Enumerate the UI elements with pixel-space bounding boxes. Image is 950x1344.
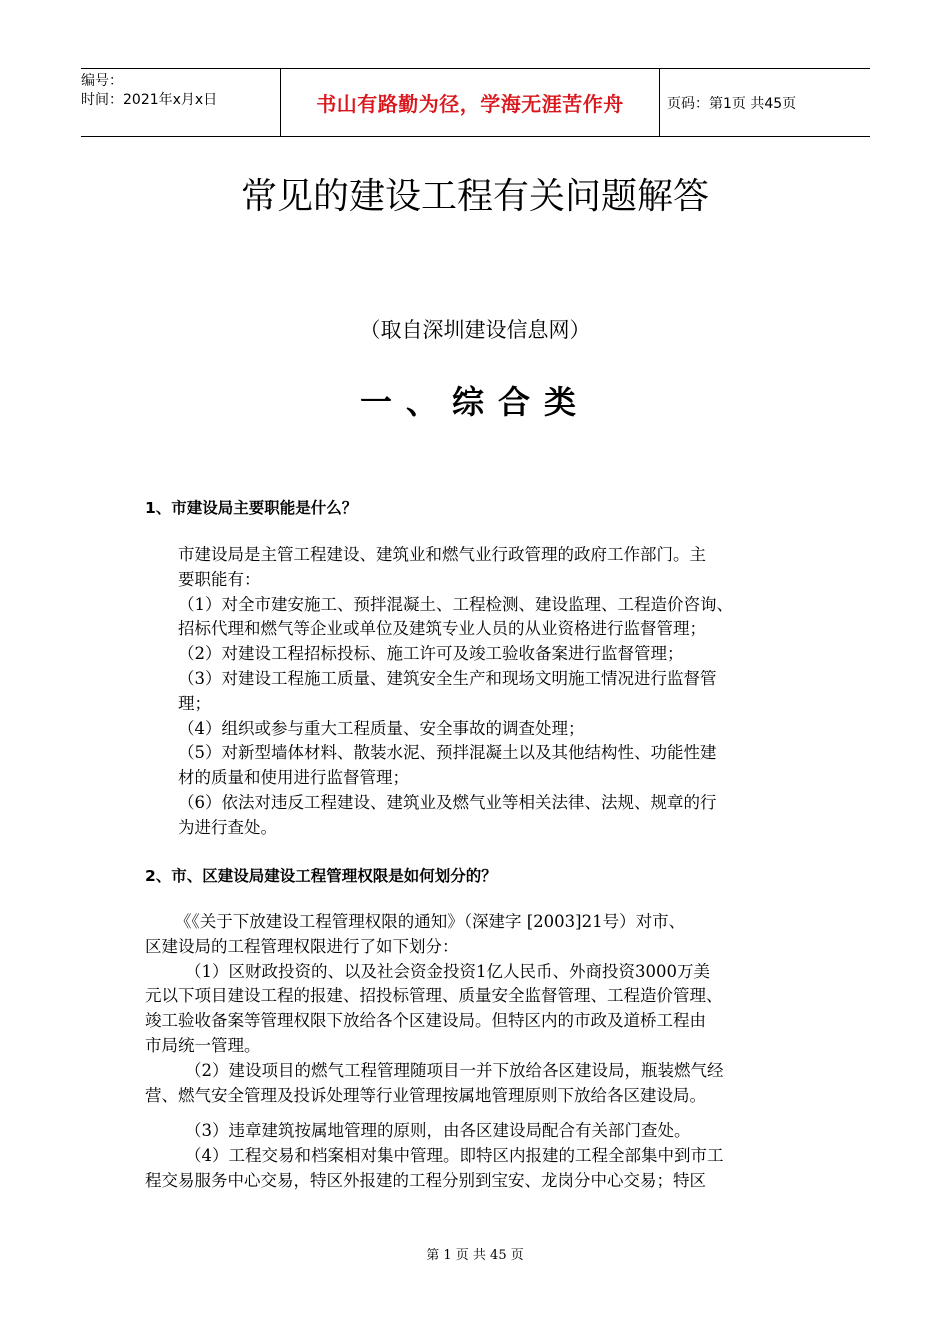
answer-1-line: 材的质量和使用进行监督管理； (178, 768, 409, 788)
header-meta (81, 69, 280, 136)
answer-2-line: 区建设局的工程管理权限进行了如下划分： (145, 936, 459, 956)
header-motto: 书山有路勤为径，学海无涯苦作舟 (280, 69, 660, 136)
answer-2-line: 竣工验收备案等管理权限下放给各个区建设局。但特区内的市政及道桥工程由 (145, 1011, 706, 1031)
answer-2-line: （4）工程交易和档案相对集中管理。即特区内报建的工程全部集中到市工 (185, 1146, 724, 1166)
answer-2-line: （1）区财政投资的、以及社会资金投资1亿人民币、外商投资3000万美 (185, 961, 710, 981)
answer-1-line: （5）对新型墙体材料、散装水泥、预拌混凝土以及其他结构性、功能性建 (178, 743, 717, 763)
answer-2-line: 营、燃气安全管理及投诉处理等行业管理按属地管理原则下放给各区建设局。 (145, 1085, 706, 1105)
section-title: 一、综合类 (359, 383, 590, 421)
answer-2-line: 元以下项目建设工程的报建、招投标管理、质量安全监督管理、工程造价管理、 (145, 986, 723, 1006)
answer-2-line: （2）建设项目的燃气工程管理随项目一并下放给各区建设局，瓶装燃气经 (185, 1060, 724, 1080)
answer-2-line: （3）违章建筑按属地管理的原则，由各区建设局配合有关部门查处。 (185, 1121, 691, 1141)
answer-1-line: 为进行查处。 (178, 817, 277, 837)
answer-1-line: （4）组织或参与重大工程质量、安全事故的调查处理； (178, 718, 585, 738)
answer-1-line: （1）对全市建安施工、预拌混凝土、工程检测、建设监理、工程造价咨询、 (178, 594, 733, 614)
answer-1-line: 招标代理和燃气等企业或单位及建筑专业人员的从业资格进行监督管理； (178, 619, 706, 639)
question-2: 2、市、区建设局建设工程管理权限是如何划分的？ (145, 867, 497, 885)
answer-1 (178, 543, 733, 841)
answer-1-line: （6）依法对违反工程建设、建筑业及燃气业等相关法律、法规、规章的行 (178, 792, 717, 812)
answer-1-line: （3）对建设工程施工质量、建筑安全生产和现场文明施工情况进行监督管 (178, 668, 717, 688)
answer-2-line: 市局统一管理。 (145, 1035, 261, 1055)
answer-2-blank-line (145, 1108, 724, 1119)
document-source: （取自深圳建设信息网） (359, 318, 591, 342)
page-footer: 第 1 页 共 45 页 (426, 1248, 524, 1263)
answer-1-line: （2）对建设工程招标投标、施工许可及竣工验收备案进行监督管理； (178, 644, 684, 664)
answer-1-line: 理； (178, 693, 211, 713)
answer-1-line: 要职能有： (178, 569, 261, 589)
answer-2-line: 《《关于下放建设工程管理权限的通知》（深建字 [2003]21号）对市、 (175, 912, 686, 931)
number-label: 编号： (81, 73, 123, 89)
answer-2-line: 程交易服务中心交易，特区外报建的工程分别到宝安、龙岗分中心交易；特区 (145, 1170, 706, 1190)
header-page-code: 页码：第1页 共45页 (667, 95, 797, 112)
time-label: 时间：2021年x月x日 (81, 92, 218, 108)
answer-2 (145, 910, 724, 1194)
page-header (81, 68, 870, 137)
question-1: 1、市建设局主要职能是什么？ (145, 499, 358, 517)
answer-1-line: 市建设局是主管工程建设、建筑业和燃气业行政管理的政府工作部门。主 (178, 545, 706, 564)
document-title: 常见的建设工程有关问题解答 (240, 176, 709, 217)
